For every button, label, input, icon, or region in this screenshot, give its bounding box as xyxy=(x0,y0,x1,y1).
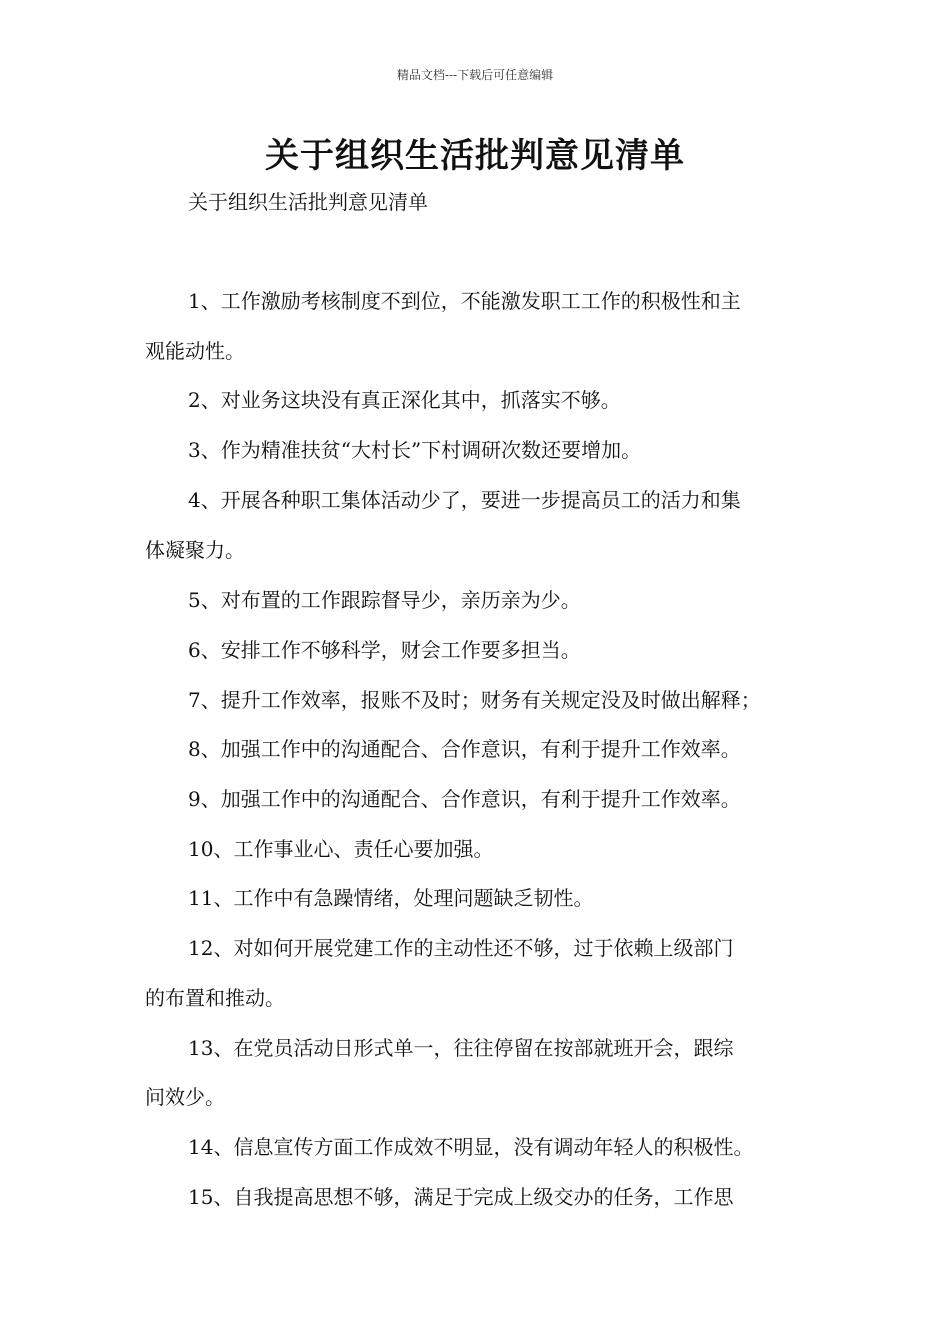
item-15-line-1: 15、自我提高思想不够，满足于完成上级交办的任务，工作思 xyxy=(188,1185,734,1209)
document-subtitle: 关于组织生活批判意见清单 xyxy=(188,190,428,214)
item-10: 10、工作事业心、责任心要加强。 xyxy=(188,837,494,861)
item-5: 5、对布置的工作跟踪督导少，亲历亲为少。 xyxy=(188,588,581,612)
item-7: 7、提升工作效率，报账不及时；财务有关规定没及时做出解释； xyxy=(188,688,761,712)
item-6: 6、安排工作不够科学，财会工作要多担当。 xyxy=(188,638,581,662)
item-4-line-1: 4、开展各种职工集体活动少了，要进一步提高员工的活力和集 xyxy=(188,488,741,512)
item-8: 8、加强工作中的沟通配合、合作意识，有利于提升工作效率。 xyxy=(188,737,741,761)
item-12-line-2: 的布置和推动。 xyxy=(145,986,285,1010)
item-12-line-1: 12、对如何开展党建工作的主动性还不够，过于依赖上级部门 xyxy=(188,936,734,960)
item-1-line-1: 1、工作激励考核制度不到位，不能激发职工工作的积极性和主 xyxy=(188,289,741,313)
item-4-line-2: 体凝聚力。 xyxy=(145,538,245,562)
item-13-line-2: 问效少。 xyxy=(145,1085,225,1109)
item-3: 3、作为精准扶贫“大村长”下村调研次数还要增加。 xyxy=(188,438,642,462)
header-note: 精品文档---下载后可任意编辑 xyxy=(396,68,554,82)
item-9: 9、加强工作中的沟通配合、合作意识，有利于提升工作效率。 xyxy=(188,787,741,811)
item-14: 14、信息宣传方面工作成效不明显，没有调动年轻人的积极性。 xyxy=(188,1135,754,1159)
item-13-line-1: 13、在党员活动日形式单一，往往停留在按部就班开会，跟综 xyxy=(188,1036,734,1060)
document-title: 关于组织生活批判意见清单 xyxy=(265,136,685,176)
item-1-line-2: 观能动性。 xyxy=(145,339,245,363)
item-2: 2、对业务这块没有真正深化其中，抓落实不够。 xyxy=(188,388,621,412)
item-11: 11、工作中有急躁情绪，处理问题缺乏韧性。 xyxy=(188,886,594,910)
